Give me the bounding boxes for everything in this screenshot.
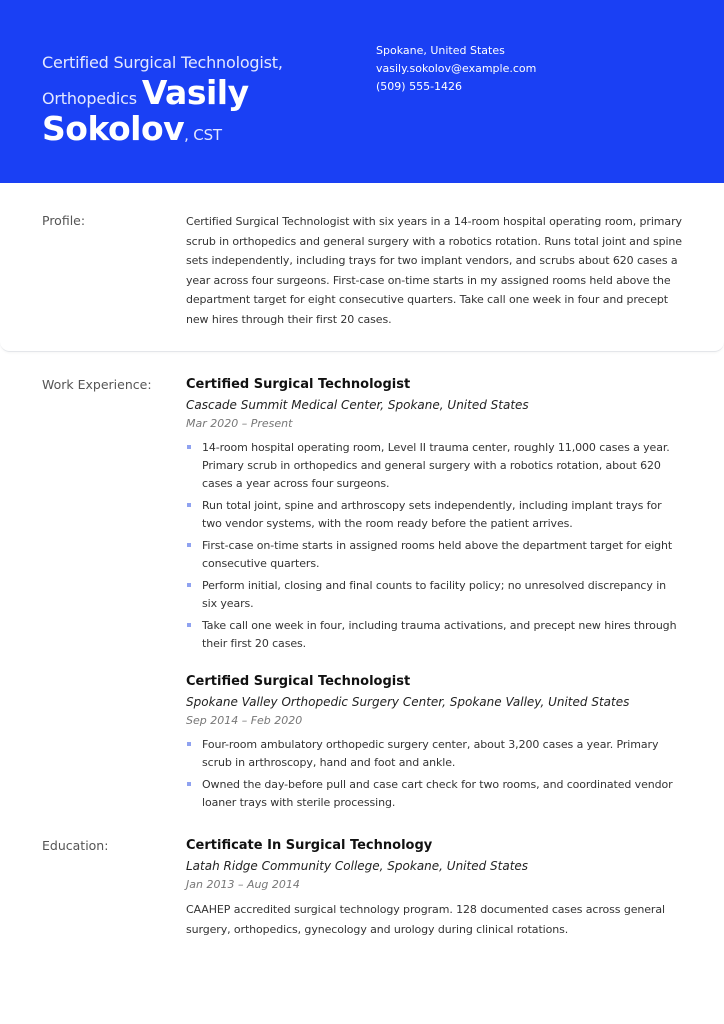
bullet-marker — [187, 742, 191, 746]
education-label: Education: — [42, 838, 109, 853]
job-employer: Cascade Summit Medical Center, Spokane, United States — [186, 398, 529, 412]
bullet-marker — [187, 503, 191, 507]
job-bullets — [186, 439, 684, 653]
education-entry — [186, 836, 684, 939]
contact-phone[interactable]: (509) 555-1426 — [376, 80, 463, 93]
first-name: Vasily — [141, 73, 249, 112]
list-item — [186, 577, 684, 613]
list-item — [186, 736, 684, 772]
profile-text: Certified Surgical Technologist with six years in a 14-room hospital operating room, primary scrub in orthopedics and general surgery with a robotics rotation. Runs total joint and spine sets independently, including trays for two implant vendors, and scrubs about 620 cases a year across four surgeons. First-case on-time starts in my assigned rooms held above the department target for eight consecutive quarters. Take call one week in four and precept new hires through their first 20 cases. — [186, 215, 682, 326]
list-item — [186, 617, 684, 653]
education-dates: Jan 2013 – Aug 2014 — [186, 878, 300, 891]
bullet-text: Four-room ambulatory orthopedic surgery center, about 3,200 cases a year. Primary scrub in arthroscopy, hand and foot and ankle. — [202, 738, 659, 769]
education-description: CAAHEP accredited surgical technology program. 128 documented cases across general surgery, orthopedics, gynecology and urology during clinical rotations. — [186, 903, 665, 936]
contact-info — [376, 42, 536, 96]
bullet-text: Perform initial, closing and final counts to facility policy; no unresolved discrepancy in six years. — [202, 579, 667, 610]
bullet-marker — [187, 583, 191, 587]
bullet-marker — [187, 623, 191, 627]
job-title: Certified Surgical Technologist — [186, 377, 411, 392]
last-name: Sokolov — [42, 109, 185, 148]
bullet-marker — [187, 445, 191, 449]
profile-section — [0, 183, 724, 352]
bullet-marker — [187, 782, 191, 786]
school-name: Latah Ridge Community College, Spokane, United States — [186, 859, 529, 873]
job-entry — [186, 672, 684, 816]
bullet-text: 14-room hospital operating room, Level II trauma center, roughly 11,000 cases a year. Primary scrub in orthopedics and general surgery with a robotics rotation, about 620 cases a year across four surgeons. — [202, 441, 670, 490]
headline-title: Certified Surgical Technologist, Orthopedics — [42, 53, 283, 108]
list-item — [186, 497, 684, 533]
bullet-text: First-case on-time starts in assigned rooms held above the department target for eight consecutive quarters. — [202, 539, 673, 570]
work-experience-label: Work Experience: — [42, 377, 152, 392]
degree-title: Certificate In Surgical Technology — [186, 838, 433, 853]
contact-email[interactable]: vasily.sokolov@example.com — [376, 62, 537, 75]
contact-location: Spokane, United States — [376, 44, 505, 57]
job-dates: Sep 2014 – Feb 2020 — [186, 714, 303, 727]
bullet-text: Take call one week in four, including trauma activations, and precept new hires through their first 20 cases. — [202, 619, 677, 650]
job-employer: Spokane Valley Orthopedic Surgery Center, Spokane Valley, United States — [186, 695, 630, 709]
job-entry — [186, 375, 684, 657]
name-block — [42, 48, 342, 150]
list-item — [186, 776, 684, 812]
bullet-text: Run total joint, spine and arthroscopy sets independently, including implant trays for two vendor systems, with the room ready before the patient arrives. — [202, 499, 662, 530]
job-title: Certified Surgical Technologist — [186, 674, 411, 689]
list-item — [186, 537, 684, 573]
job-bullets — [186, 736, 684, 812]
bullet-text: Owned the day-before pull and case cart check for two rooms, and coordinated vendor loaner trays with sterile processing. — [202, 778, 673, 809]
list-item — [186, 439, 684, 493]
profile-label: Profile: — [42, 213, 86, 228]
resume-header — [0, 0, 724, 183]
credential: , CST — [184, 126, 222, 144]
job-dates: Mar 2020 – Present — [186, 417, 293, 430]
bullet-marker — [187, 543, 191, 547]
